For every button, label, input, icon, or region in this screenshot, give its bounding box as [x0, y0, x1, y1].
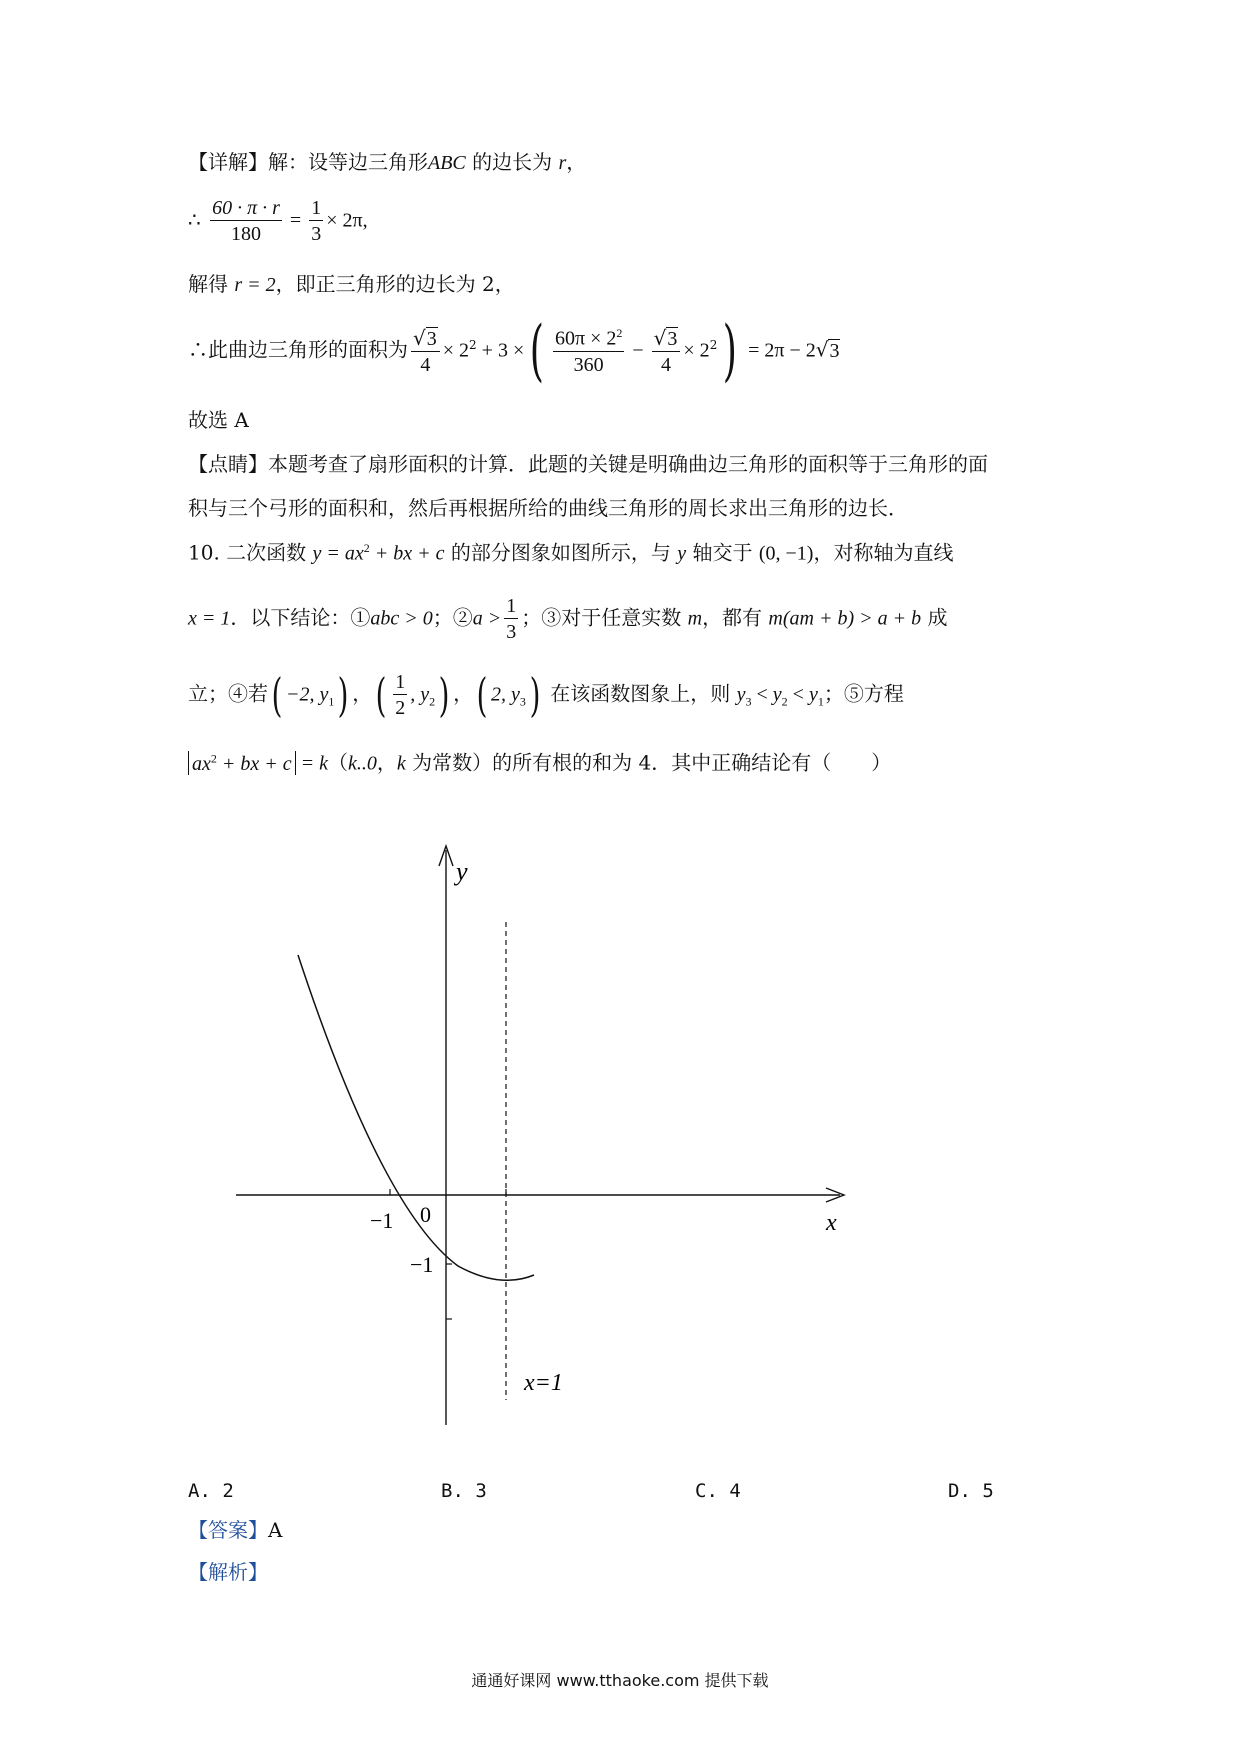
area-equation: ∴此曲边三角形的面积为 $\frac{√3}{4}$ × $2^2 + 3$ ×( $\frac{60\pi \times 2^2}{360}$ − $\frac{√3}{4}$ × $2^2) = 2\pi - 2√3$	[188, 312, 840, 389]
comment-line-2: 积与三个弓形的面积和，然后再根据所给的曲线三角形的周长求出三角形的边长．	[188, 496, 908, 520]
question-line-3: 立；④若( −2, $y_1$) ，( $\frac{1}{2}$ , $y_2$) ，( 2, $y_3$) 在该函数图象上，则 $y_3 < y_2 < y_1$；⑤方程	[188, 668, 904, 722]
footer: 通通好课网 www.tthaoke.com 提供下载	[471, 1671, 769, 1690]
symmetry-axis-label: x=1	[524, 1370, 563, 1396]
parabola-curve	[298, 955, 534, 1280]
y-axis-label: y	[456, 857, 468, 886]
right-paren: )	[723, 312, 738, 389]
comment-line-1: 【点睛】本题考查了扇形面积的计算．此题的关键是明确曲边三角形的面积等于三角形的面	[188, 452, 988, 476]
answer-value: A	[268, 1518, 283, 1542]
origin-label: 0	[420, 1202, 431, 1227]
parabola-graph	[0, 830, 1240, 1430]
y-neg1-label: −1	[410, 1252, 434, 1277]
analysis-line	[188, 1562, 268, 1582]
answer-label: 【答案】	[188, 1518, 268, 1542]
fraction: $\frac{√3}{4}$	[652, 328, 681, 375]
fraction: $\frac{1}{3}$	[311, 197, 322, 245]
x-axis-label: x	[826, 1210, 837, 1236]
question-line-4: $ax^2$ + bx + c = k（k..0，k 为常数）的所有根的和为 4．其中正确结论有（ ）	[188, 752, 891, 774]
detail-line: 【详解】解：设等边三角形ABC 的边长为 r，	[188, 150, 587, 174]
left-paren: (	[530, 312, 545, 389]
x-neg1-label: −1	[370, 1208, 394, 1233]
question-line-1: 10. 二次函数 $y = ax^2$ + bx + c 的部分图象如图所示，与 y 轴交于 (0, −1)，对称轴为直线	[188, 540, 954, 565]
answer-line	[188, 1520, 282, 1540]
option-d[interactable]: D. 5	[948, 1480, 994, 1502]
fraction: $\frac{1}{3}$	[506, 595, 517, 643]
option-c[interactable]: C. 4	[695, 1480, 741, 1502]
absolute-value: $ax^2$ + bx + c	[188, 751, 296, 775]
solve-line: 解得 r = 2，即正三角形的边长为 2，	[188, 272, 515, 296]
fraction: $\frac{60 \cdot \pi \cdot r}{180}$	[212, 197, 280, 245]
detail-label: 【详解】	[188, 150, 268, 174]
option-a[interactable]: A. 2	[188, 1480, 234, 1502]
sqrt-sign: √	[413, 325, 426, 350]
option-b[interactable]: B. 3	[441, 1480, 487, 1502]
equation-1: ∴ $\frac{60 \cdot \pi \cdot r}{180}$ = $\frac{1}{3}$ × 2π,	[188, 197, 368, 245]
comment-label: 【点睛】	[188, 452, 268, 476]
choose-line: 故选 A	[188, 408, 249, 432]
fraction: $\frac{√3}{4}$	[411, 328, 440, 375]
fraction: $\frac{60\pi \times 2^2}{360}$	[554, 326, 623, 376]
question-line-2: x = 1．以下结论：①abc > 0；②a > $\frac{1}{3}$ ；③对于任意实数 m，都有 m(am + b) > a + b 成	[188, 595, 948, 643]
analysis-label: 【解析】	[188, 1560, 268, 1584]
